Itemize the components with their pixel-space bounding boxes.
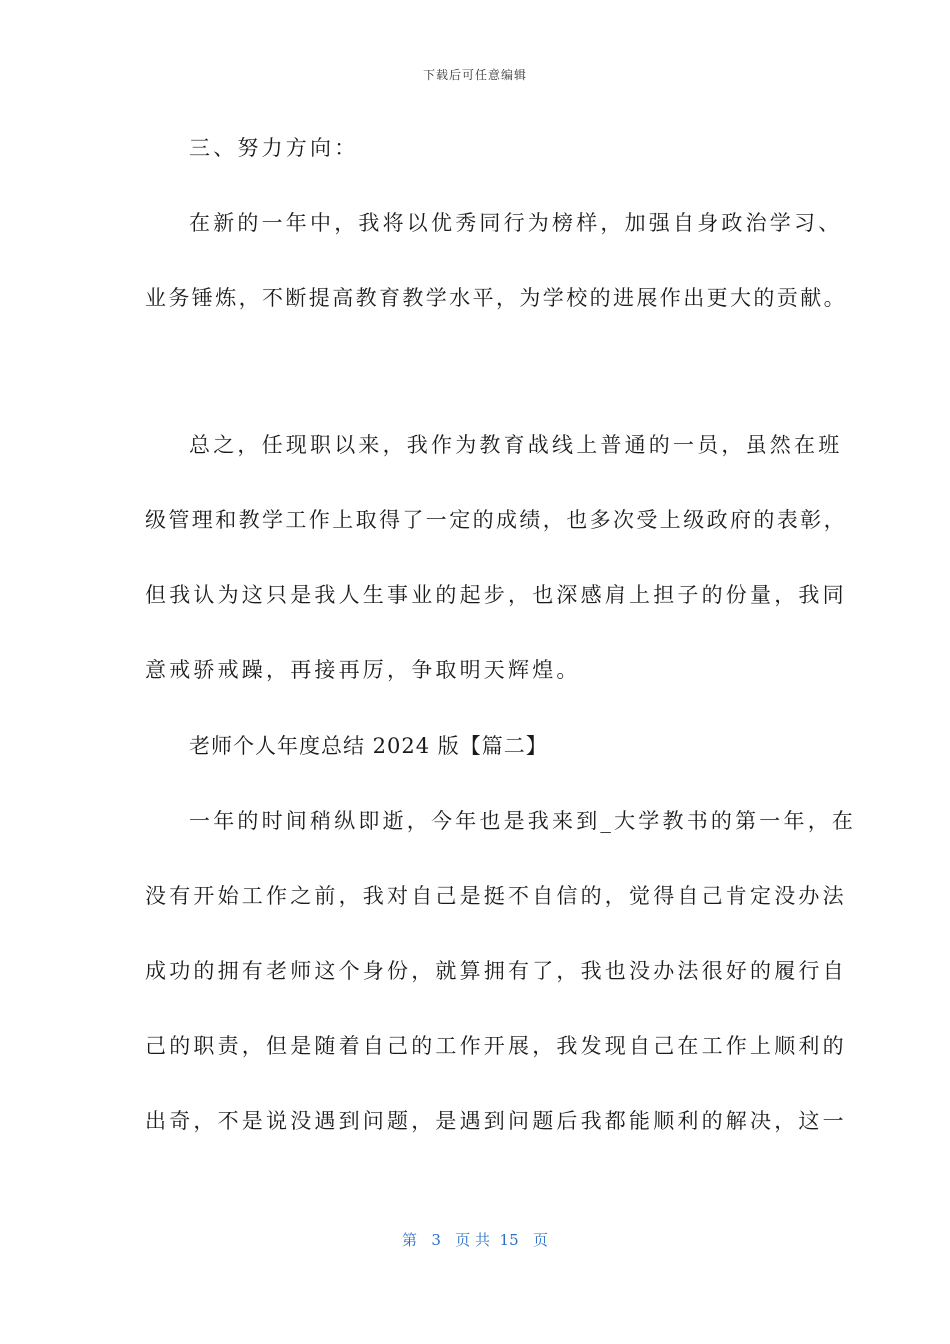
paragraph-line: 意戒骄戒躁，再接再厉，争取明天辉煌。 (145, 658, 581, 682)
page-label-suffix: 页 (532, 1231, 548, 1249)
paragraph-line: 但我认为这只是我人生事业的起步，也深感肩上担子的份量，我同 (145, 583, 847, 607)
section-heading: 三、努力方向： (189, 136, 359, 160)
page-label-prefix: 第 (402, 1231, 418, 1249)
paragraph-line: 己的职责，但是随着自己的工作开展，我发现自己在工作上顺利的 (145, 1034, 847, 1058)
article-subtitle: 老师个人年度总结 2024 版【篇二】 (189, 734, 548, 758)
paragraph-line: 业务锤炼，不断提高教育教学水平，为学校的进展作出更大的贡献。 (145, 286, 847, 310)
paragraph-line: 在新的一年中，我将以优秀同行为榜样，加强自身政治学习、 (189, 211, 843, 235)
page-footer (0, 1229, 950, 1250)
page-header: 下载后可任意编辑 (422, 68, 527, 82)
current-page-number: 3 (431, 1231, 441, 1249)
paragraph-line: 级管理和教学工作上取得了一定的成绩，也多次受上级政府的表彰， (145, 508, 847, 532)
paragraph-line: 总之，任现职以来，我作为教育战线上普通的一员，虽然在班 (189, 433, 843, 457)
paragraph-line: 没有开始工作之前，我对自己是挺不自信的，觉得自己肯定没办法 (145, 884, 847, 908)
page-label-mid: 页 共 (455, 1231, 490, 1249)
paragraph-line: 出奇，不是说没遇到问题，是遇到问题后我都能顺利的解决，这一 (145, 1109, 847, 1133)
paragraph-line: 成功的拥有老师这个身份，就算拥有了，我也没办法很好的履行自 (145, 959, 847, 983)
paragraph-line: 一年的时间稍纵即逝，今年也是我来到_大学教书的第一年，在 (189, 809, 857, 833)
total-pages-number: 15 (499, 1231, 519, 1249)
